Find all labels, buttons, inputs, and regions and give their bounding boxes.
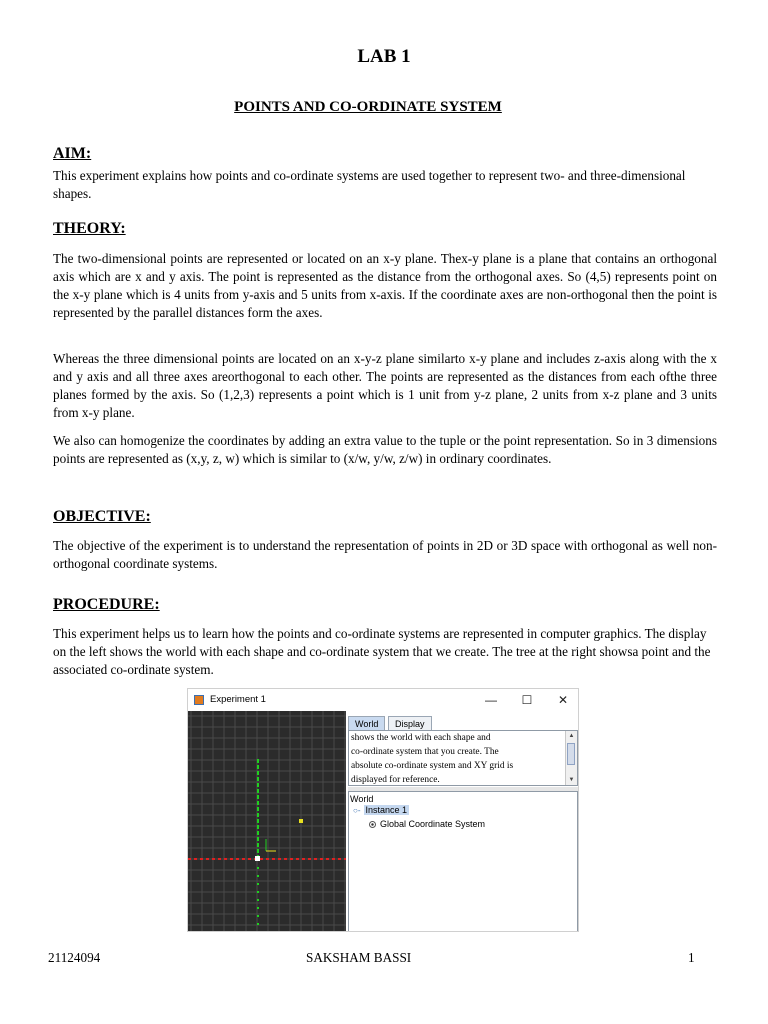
objective-text: The objective of the experiment is to understand the representation of points in 2D or 3D space with orthogonal as well non-orthogonal coordinate systems.	[53, 538, 717, 571]
footer-author: SAKSHAM BASSI	[306, 950, 412, 965]
description-line: absolute co-ordinate system and XY grid is	[351, 761, 514, 771]
window-title: Experiment 1	[210, 694, 266, 705]
objective-heading: OBJECTIVE:	[53, 508, 151, 525]
java-app-icon	[194, 695, 204, 705]
world-canvas[interactable]	[188, 711, 346, 932]
description-box	[348, 730, 578, 786]
description-line: shows the world with each shape and	[351, 733, 491, 743]
maximize-button[interactable]: ☐	[521, 693, 533, 707]
scroll-up-icon[interactable]: ▲	[568, 733, 575, 739]
tab-display[interactable]: Display	[388, 716, 432, 730]
tree-node-instance[interactable]	[353, 805, 409, 815]
scroll-down-icon[interactable]: ▼	[568, 777, 575, 783]
footer-page-number: 1	[688, 950, 695, 965]
tab-world[interactable]: World	[348, 716, 385, 730]
close-button[interactable]: ✕	[557, 693, 569, 707]
description-line: displayed for reference.	[351, 775, 440, 785]
tree-node-global-coordinate-system[interactable]	[369, 819, 485, 829]
theory-paragraph-1: The two-dimensional points are represented or located on an x-y plane. Thex-y plane is a plane that contains an orthogonal axis which are x and y axis. The point is represented as the distance from the orthogonal axes. So (4,5) represents point on the x-y plane which is 4 units from y-axis and 5 units from x-axis. If the coordinate axes are non-orthogonal then the point is represented by the parallel distances form the axes.	[53, 251, 717, 320]
radio-icon	[369, 821, 376, 828]
side-panel	[346, 711, 578, 932]
gcs-label: Global Coordinate System	[380, 819, 486, 829]
theory-paragraph-3: We also can homogenize the coordinates by adding an extra value to the tuple or the point representation. So in 3 dimensions points are represented as (x,y, z, w) which is similar to (x/w, y/w, z/w) in ordinary coordinates.	[53, 433, 717, 466]
experiment-window-screenshot	[187, 688, 579, 932]
procedure-heading: PROCEDURE:	[53, 596, 160, 613]
scroll-thumb[interactable]	[567, 743, 575, 765]
node-handle-icon: ○-	[353, 806, 361, 815]
origin-marker	[255, 856, 260, 861]
theory-heading: THEORY:	[53, 220, 126, 237]
page-subtitle: POINTS AND CO-ORDINATE SYSTEM	[234, 99, 502, 115]
footer-roll-number: 21124094	[48, 950, 101, 965]
tree-node-world[interactable]: World	[350, 794, 374, 804]
point-marker	[299, 819, 303, 823]
minimize-button[interactable]: —	[485, 693, 497, 707]
aim-text: This experiment explains how points and co-ordinate systems are used together to represent two- and three-dimensional shapes.	[53, 168, 686, 201]
description-line: co-ordinate system that you create. The	[351, 747, 499, 757]
aim-heading: AIM:	[53, 145, 92, 162]
instance-label: Instance 1	[365, 805, 408, 815]
procedure-text: This experiment helps us to learn how the points and co-ordinate systems are represented in computer graphics. The display on the left shows the world with each shape and co-ordinate system that we create. The tree at the right showsa point and the associated co-ordinate system.	[53, 626, 711, 677]
scene-tree	[348, 791, 578, 932]
page-title: LAB 1	[357, 46, 411, 67]
world-grid-svg	[188, 711, 346, 932]
theory-paragraph-2: Whereas the three dimensional points are located on an x-y-z plane similarto x-y plane and includes z-axis along with the x and y axis and all three axes areorthogonal to each other. The points are represented as the distances from each ofthe three planes formed by the axis. So (1,2,3) represents a point which is 1 unit from y-z plane, 2 units from x-z plane and 3 units from x-y plane.	[53, 351, 717, 420]
window-titlebar	[188, 689, 578, 711]
description-scrollbar[interactable]	[565, 731, 577, 785]
